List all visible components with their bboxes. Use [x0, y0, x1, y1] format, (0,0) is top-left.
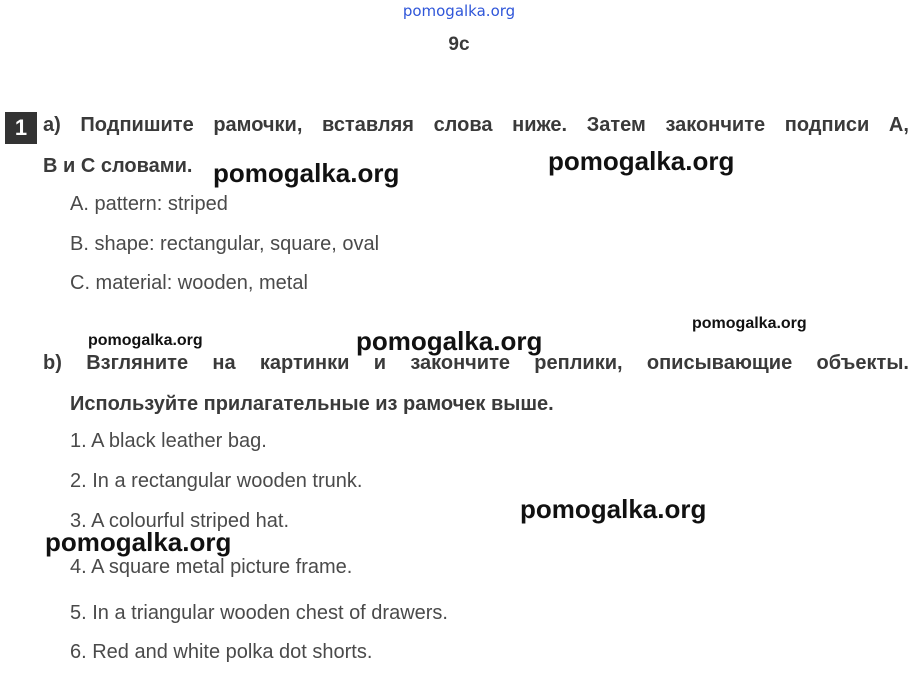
site-header: pomogalka.org: [402, 2, 516, 20]
watermark: pomogalka.org: [520, 494, 707, 524]
word: A,: [888, 114, 909, 136]
part-b-item: 2. In a rectangular wooden trunk.: [70, 470, 363, 492]
watermark: pomogalka.org: [213, 158, 400, 188]
watermark: pomogalka.org: [45, 527, 232, 557]
word: рамочки,: [213, 114, 303, 136]
part-a-item: C. material: wooden, metal: [70, 272, 308, 294]
word: реплики,: [534, 352, 623, 374]
word: вставляя: [322, 114, 414, 136]
word: ниже.: [512, 114, 568, 136]
word: на: [212, 352, 236, 374]
word: слова: [433, 114, 493, 136]
word: подписи: [784, 114, 870, 136]
watermark: pomogalka.org: [548, 146, 735, 176]
part-a-instruction-line1: [43, 114, 909, 137]
word: Подпишите: [80, 114, 194, 136]
part-a-instruction-line2: B и C словами.: [43, 155, 193, 177]
unit-title: 9c: [448, 34, 470, 55]
word: картинки: [259, 352, 350, 374]
part-b-item: 5. In a triangular wooden chest of drawers.: [70, 602, 448, 624]
watermark: pomogalka.org: [88, 332, 203, 349]
word: описывающие: [646, 352, 793, 374]
word: объекты.: [816, 352, 909, 374]
watermark: pomogalka.org: [692, 315, 807, 332]
word: Затем: [586, 114, 646, 136]
part-a-item: B. shape: rectangular, square, oval: [70, 233, 380, 255]
part-b-item: 3. A colourful striped hat.: [70, 510, 290, 532]
word: и: [373, 352, 387, 374]
part-b-item: 1. A black leather bag.: [70, 430, 267, 452]
part-a-item: A. pattern: striped: [70, 193, 228, 215]
exercise-number-badge: 1: [5, 112, 37, 144]
word: b): [43, 352, 62, 374]
part-b-item: 4. A square metal picture frame.: [70, 556, 353, 578]
word: a): [43, 114, 61, 136]
word: закончите: [410, 352, 510, 374]
word: Взгляните: [86, 352, 189, 374]
word: закончите: [665, 114, 766, 136]
watermark: pomogalka.org: [356, 326, 543, 356]
part-b-item: 6. Red and white polka dot shorts.: [70, 641, 373, 663]
part-b-instruction-line2: Используйте прилагательные из рамочек выше.: [70, 393, 554, 415]
